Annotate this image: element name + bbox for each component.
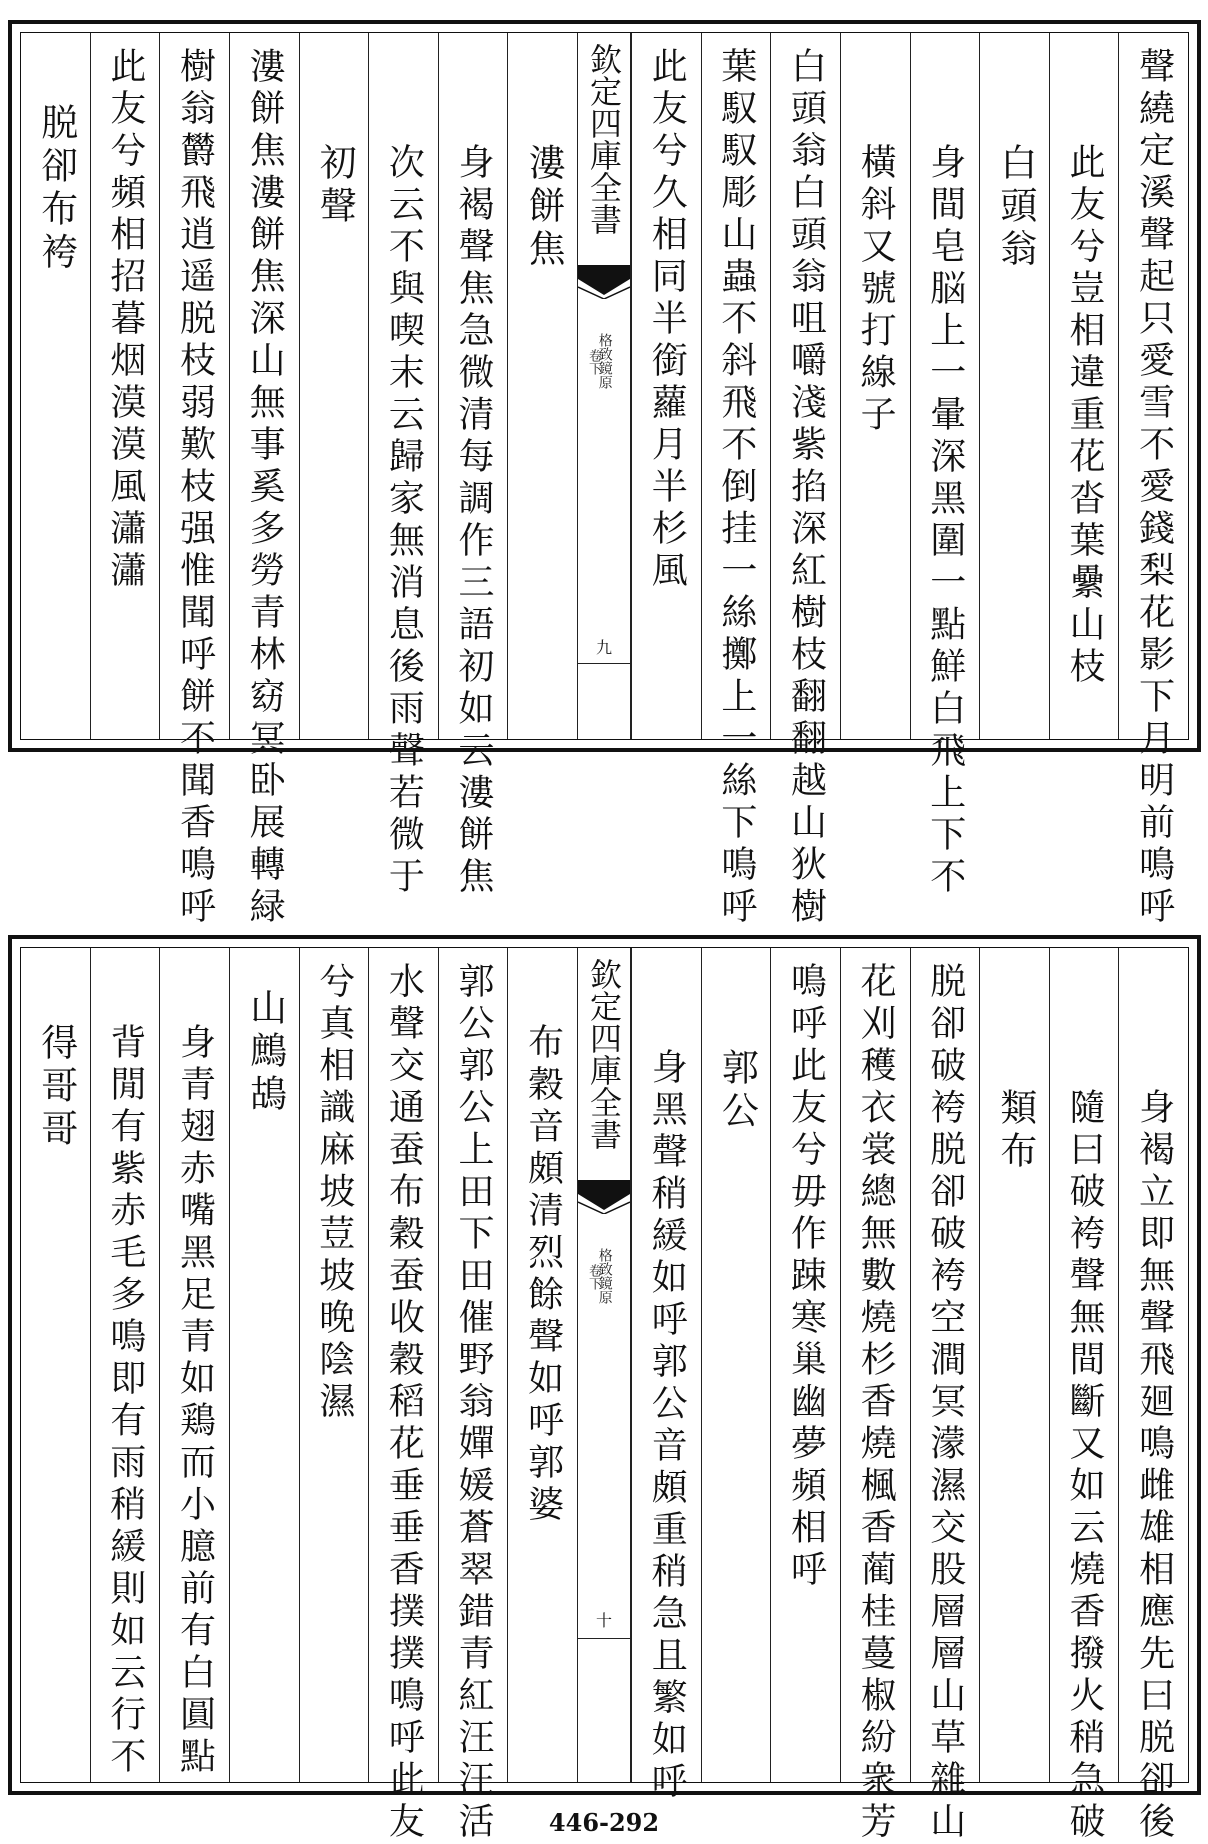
text-column	[438, 33, 508, 899]
text-column	[368, 33, 438, 899]
column-text: 兮真相識麻坡荳坡晚陰濕	[313, 962, 355, 1424]
text-column	[299, 948, 369, 1782]
text-column	[631, 948, 701, 1804]
fold-rule	[578, 663, 630, 664]
text-column	[299, 33, 369, 739]
column-text: 隨曰破袴聲無間斷又如云燒香撥火稍急破	[1063, 1088, 1105, 1844]
text-column	[840, 33, 910, 739]
top-page-frame	[20, 32, 1189, 929]
section-heading: 得哥哥	[34, 1023, 78, 1152]
library-title: 欽定四庫全書	[585, 958, 623, 1150]
column-text: 樹翁欝飛逍遥脱枝弱歎枝强惟聞呼餅不聞香鳴呼	[174, 47, 216, 929]
text-column	[840, 948, 910, 1844]
text-column	[1118, 948, 1188, 1844]
column-text: 白頭翁白頭翁咀嚼淺紫掐深紅樹枝翻翻越山狄樹	[785, 47, 827, 929]
footer-page-number: 446-292	[548, 1808, 660, 1837]
column-text: 此友兮頻相招暮烟漠漠風瀟瀟	[104, 47, 146, 593]
text-column	[229, 33, 299, 929]
text-column	[21, 33, 90, 739]
fishtail-mark	[578, 1180, 630, 1214]
section-heading: 類布	[993, 1088, 1037, 1174]
text-column	[21, 948, 90, 1782]
text-column	[770, 33, 840, 929]
section-heading: 郭公	[715, 1048, 759, 1134]
book-title: 格致鏡原	[596, 1248, 613, 1304]
column-text: 次云不與喫末云歸家無消息後雨聲若微于	[383, 143, 425, 899]
text-column	[159, 33, 229, 929]
column-text: 橫斜又號打線子	[855, 143, 897, 437]
column-text: 身褐聲焦急微清每調作三語初如云漊餅焦	[452, 143, 494, 899]
column-text: 花刈穫衣裳總無數燒杉香燒楓香蔺桂蔓椒紛衆芳	[855, 962, 897, 1844]
text-column	[701, 948, 771, 1782]
top-page-panel	[8, 20, 1201, 929]
column-text: 身間皂脳上一暈深黑圍一點鮮白飛上下不	[924, 143, 966, 899]
column-text: 葉馭馭彫山蟲不斜飛不倒挂一絲擲上一絲下鳴呼	[715, 47, 757, 929]
fold-rule	[578, 1638, 630, 1639]
column-text: 身褐立即無聲飛廻鳴雌雄相應先曰脱卻後	[1133, 1088, 1175, 1844]
library-title: 欽定四庫全書	[585, 43, 623, 235]
fold-strip	[577, 33, 631, 739]
page-number: 十	[595, 1611, 613, 1630]
text-column	[90, 33, 160, 739]
column-text: 水聲交通蚕布穀蚕收穀稻花垂垂香撲撲鳴呼此友	[383, 962, 425, 1844]
column-text: 漊餅焦漊餅焦深山無事奚多勞青林窈冥卧展轉緑	[244, 47, 286, 929]
text-column	[229, 948, 299, 1782]
text-column	[507, 948, 577, 1782]
column-text: 身青翅赤嘴黑足青如鶏而小臆前有白圓點	[174, 1023, 216, 1779]
section-heading: 白頭翁	[993, 143, 1037, 272]
text-column	[979, 33, 1049, 739]
text-column	[631, 33, 701, 739]
text-column	[1049, 948, 1119, 1844]
column-text: 背閒有紫赤毛多鳴即有雨稍緩則如云行不	[104, 1023, 146, 1779]
text-column	[507, 33, 577, 739]
text-column	[368, 948, 438, 1844]
column-text: 脱卻破袴脱卻破袴空澗冥濛濕交股層層山草雜山	[924, 962, 966, 1844]
text-column	[770, 948, 840, 1782]
volume-label: 卷下	[586, 349, 601, 375]
section-heading: 山鷓鴣	[243, 988, 287, 1117]
text-column	[701, 33, 771, 929]
column-text: 郭公郭公上田下田催野翁嬋媛蒼翠錯青紅汪汪活	[452, 962, 494, 1844]
fishtail-mark	[578, 265, 630, 299]
text-column	[438, 948, 508, 1844]
text-column	[979, 948, 1049, 1782]
section-heading: 脱卻布袴	[34, 103, 78, 275]
volume-label: 卷下	[586, 1264, 601, 1290]
fold-strip	[577, 948, 631, 1782]
column-text: 鳴呼此友兮毋作踈寒巢幽夢頻相呼	[785, 962, 827, 1592]
text-column	[1118, 33, 1188, 929]
column-text: 此友兮豈相違重花沓葉纍山枝	[1063, 143, 1105, 689]
text-column	[910, 948, 980, 1844]
text-column	[910, 33, 980, 899]
page-number: 九	[595, 638, 613, 657]
column-text: 身黑聲稍緩如呼郭公音頗重稍急且繁如呼	[646, 1048, 688, 1804]
section-heading: 漊餅焦	[522, 143, 566, 272]
column-text: 布穀音頗清烈餘聲如呼郭婆	[522, 1023, 564, 1527]
text-column	[159, 948, 229, 1782]
column-text: 聲繞定溪聲起只愛雪不愛錢梨花影下月明前鳴呼	[1133, 47, 1175, 929]
text-column	[1049, 33, 1119, 739]
column-text: 此友兮久相同半銜蘿月半杉風	[646, 47, 688, 593]
book-title: 格致鏡原	[596, 333, 613, 389]
section-heading: 初聲	[313, 143, 357, 229]
text-column	[90, 948, 160, 1782]
